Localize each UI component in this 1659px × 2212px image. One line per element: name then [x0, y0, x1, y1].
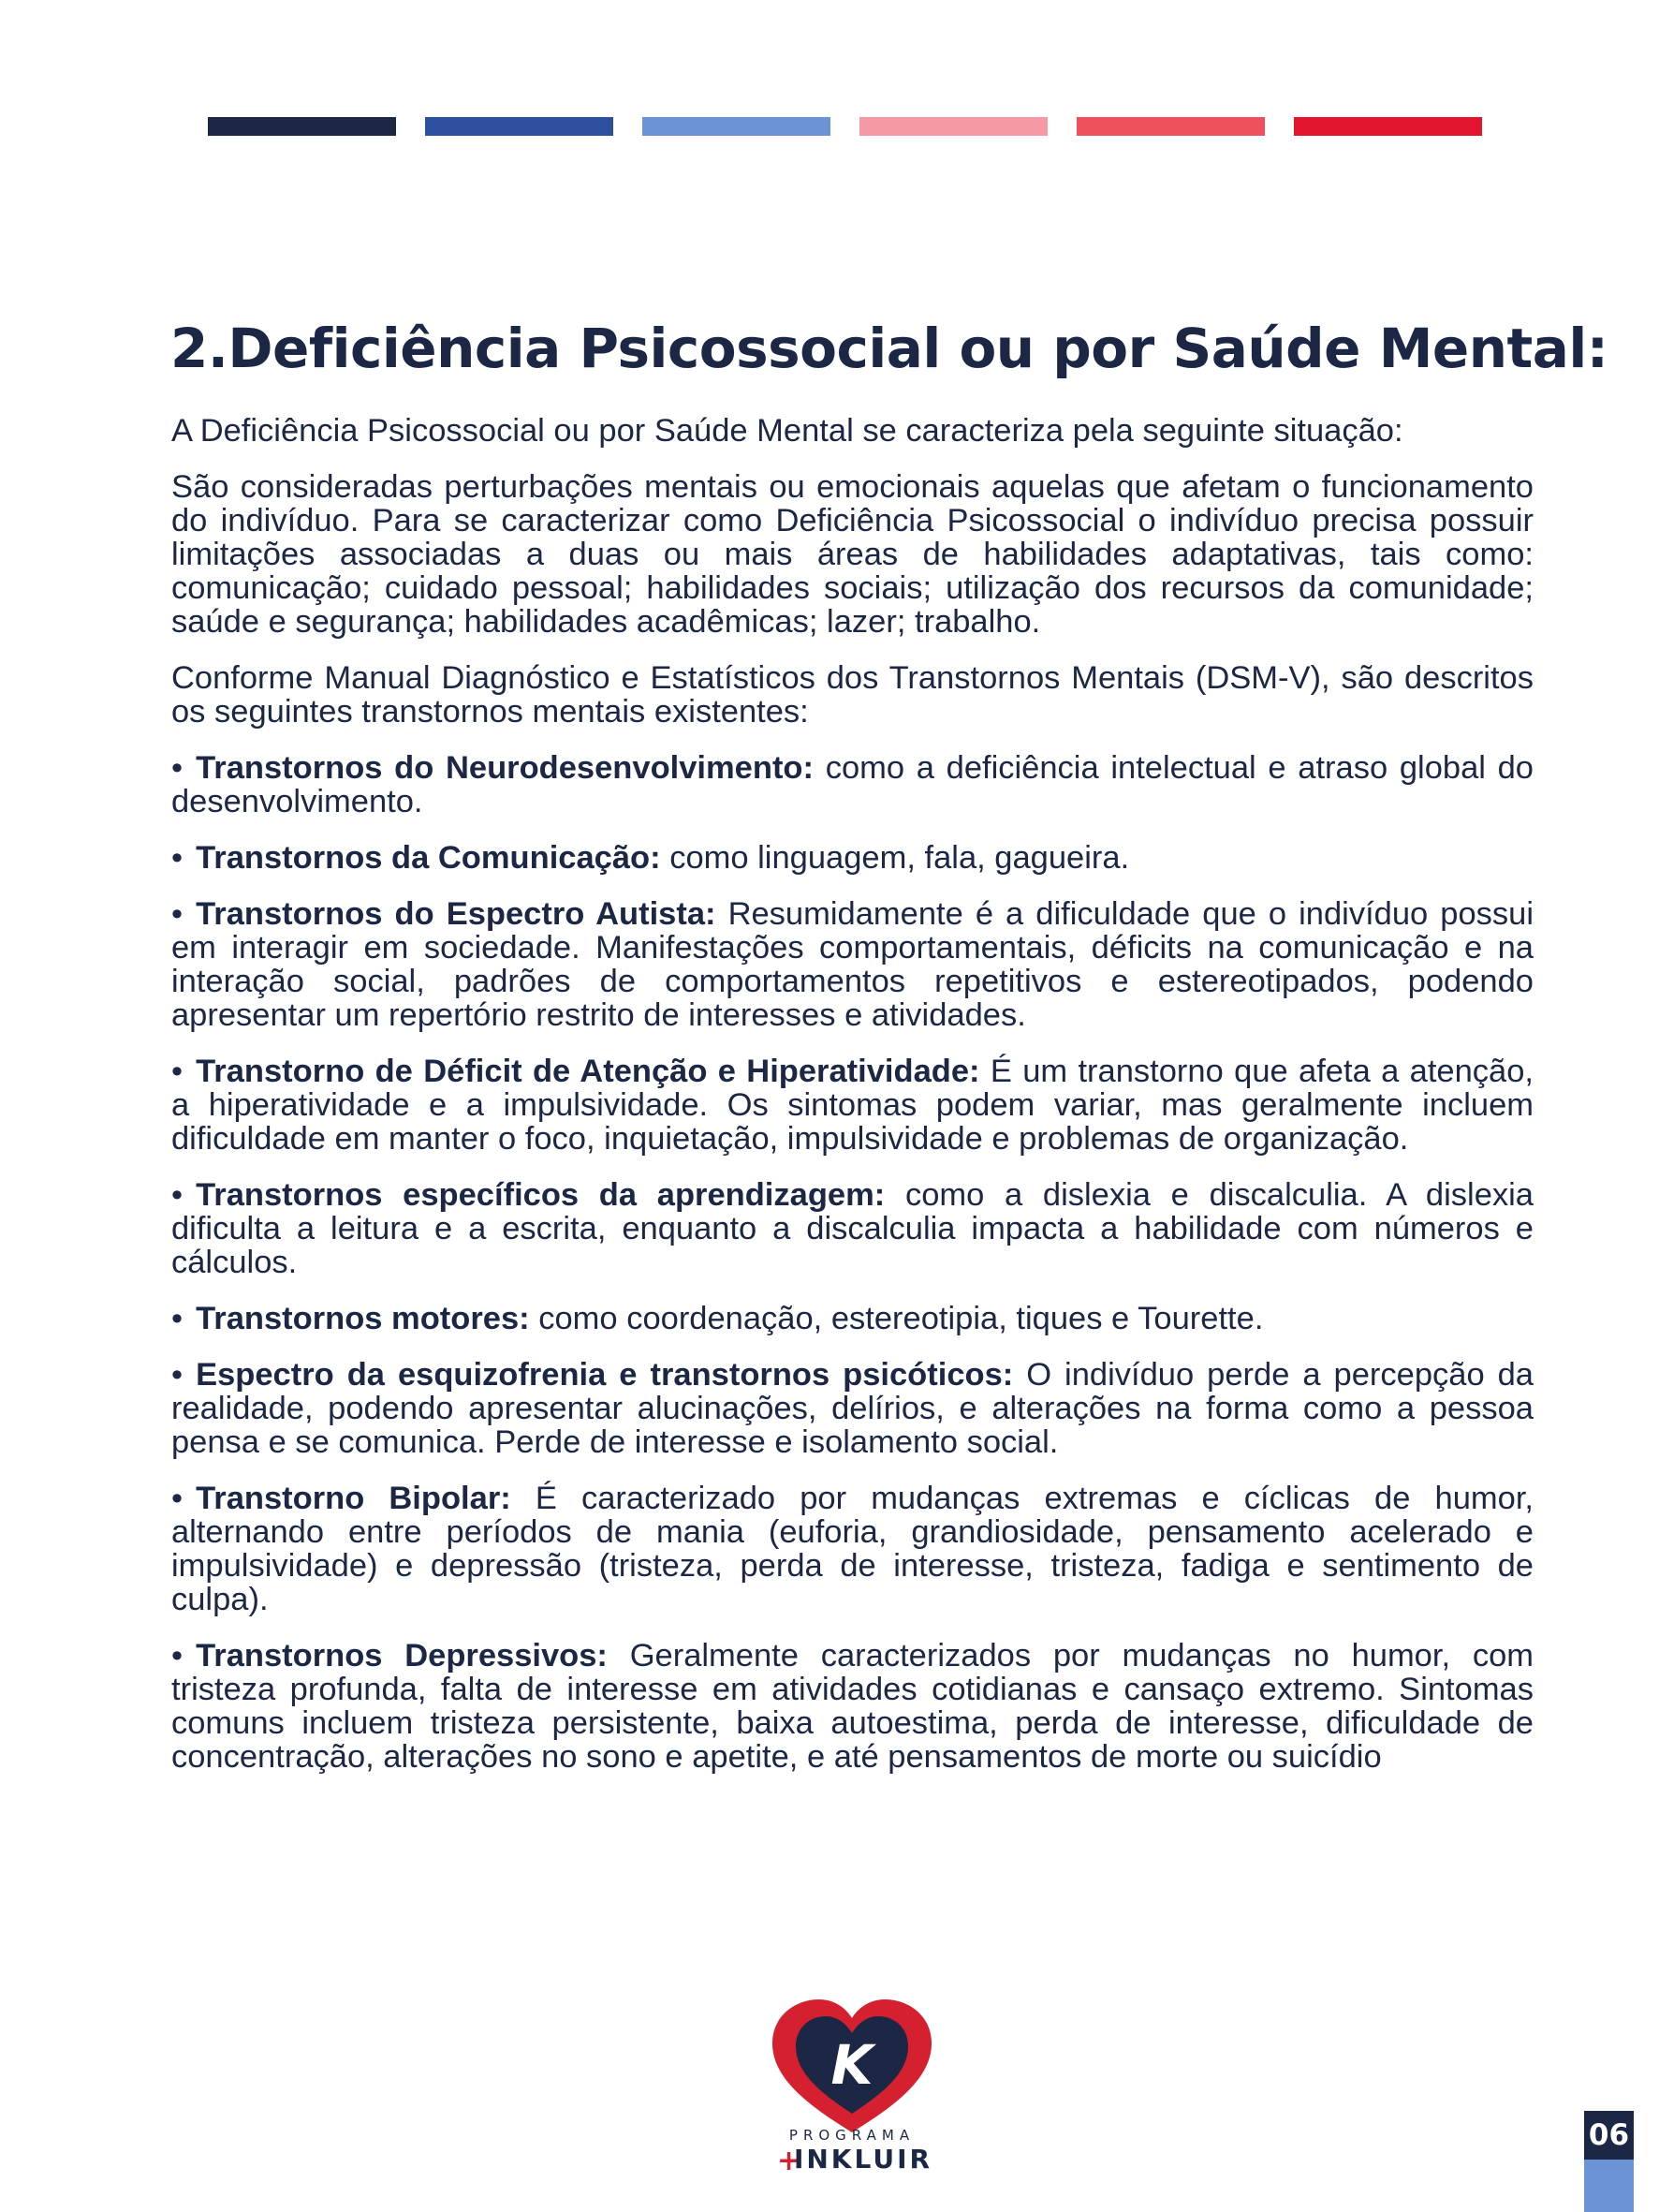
section-title: [170, 317, 1608, 380]
bullet-term: Transtorno Bipolar:: [196, 1481, 511, 1516]
logo-line1: PROGRAMA: [788, 2127, 916, 2144]
logo-plus-icon: +: [777, 2145, 801, 2174]
heart-logo-icon: [758, 1992, 946, 2174]
bullet-term: Espectro da esquizofrenia e transtornos psicóticos:: [196, 1357, 1014, 1393]
color-stripes: [208, 117, 1482, 136]
bullet-item: [171, 751, 1534, 818]
stripe-3: [642, 117, 830, 136]
stripe-2: [425, 117, 613, 136]
bullet-item: [171, 1302, 1534, 1335]
bullet-term: Transtornos específicos da aprendizagem:: [196, 1177, 886, 1213]
bullet-term: Transtornos da Comunicação:: [196, 840, 661, 876]
section-number: 2.: [170, 317, 228, 380]
bullet-item: [171, 1358, 1534, 1459]
definition-paragraph: São consideradas perturbações mentais ou emocionais aquelas que afetam o funcionamento do indivíduo. Para se caracterizar como Deficiência Psicossocial o indivíduo precisa possuir limitações associadas a duas ou mais áreas de habilidades adaptativas, tais como: comunicação; cuidado pessoal; habilidades sociais; utilização dos recursos da comunidade; saúde e segurança; habilidades acadêmicas; lazer; trabalho.: [171, 469, 1534, 640]
bullet-text: como linguagem, fala, gagueira.: [660, 840, 1130, 876]
logo-mark: K: [830, 2033, 874, 2097]
bullet-term: Transtornos do Neurodesenvolvimento:: [196, 750, 814, 786]
bullet-text: Geralmente caracterizados por mudanças no humor, com tristeza profunda, falta de interesse em atividades cotidianas e cansaço extremo. Sintomas comuns incluem tristeza persistente, baixa autoestima, perda de interesse, dificuldade de concentração, alterações no sono e apetite, e até pensamentos de morte ou suicídio: [171, 1638, 1534, 1775]
bullet-text: Resumidamente é a dificuldade que o indivíduo possui em interagir em sociedade. Manifestações comportamentais, déficits na comunicação e na interação social, padrões de comportamentos repetitivos e estereotipados, podendo apresentar um repertório restrito de interesses e atividades.: [171, 896, 1534, 1033]
bullet-symbol: •: [171, 750, 184, 786]
bullet-text: como a deficiência intelectual e atraso global do desenvolvimento.: [171, 750, 1534, 819]
bullet-symbol: •: [171, 896, 184, 932]
programa-inkluir-logo: [758, 1992, 946, 2174]
bullet-symbol: •: [171, 1638, 184, 1674]
logo-line2: INKLUIR: [793, 2144, 933, 2174]
stripe-1: [208, 117, 396, 136]
bullet-symbol: •: [171, 1301, 184, 1336]
bullet-symbol: •: [171, 840, 184, 876]
bullet-item: [171, 841, 1534, 875]
stripe-6: [1294, 117, 1482, 136]
dsm-paragraph: Conforme Manual Diagnóstico e Estatísticos dos Transtornos Mentais (DSM-V), são descritos os seguintes transtornos mentais existentes:: [171, 660, 1534, 730]
bullet-term: Transtorno de Déficit de Atenção e Hiperatividade:: [196, 1054, 980, 1089]
bullet-symbol: •: [171, 1481, 184, 1516]
stripe-4: [859, 117, 1048, 136]
bullet-term: Transtornos motores:: [196, 1301, 530, 1336]
bullet-item: [171, 1178, 1534, 1279]
page-number: 06: [1584, 2111, 1634, 2160]
bullet-term: Transtornos do Espectro Autista:: [196, 896, 716, 932]
bullet-item: [171, 1054, 1534, 1156]
bullet-item: [171, 897, 1534, 1032]
bullet-symbol: •: [171, 1357, 184, 1393]
page-tab-accent: [1584, 2160, 1634, 2212]
bullet-text: como coordenação, estereotipia, tiques e Tourette.: [529, 1301, 1264, 1336]
bullet-symbol: •: [171, 1054, 184, 1089]
bullet-term: Transtornos Depressivos:: [196, 1638, 608, 1674]
stripe-5: [1077, 117, 1265, 136]
bullet-item: [171, 1639, 1534, 1774]
section-title-text: Deficiência Psicossocial ou por Saúde Mental:: [228, 317, 1608, 380]
bullet-text: como a dislexia e discalculia. A dislexia dificulta a leitura e a escrita, enquanto a discalculia impacta a habilidade com números e cálculos.: [171, 1177, 1534, 1280]
bullet-text: É caracterizado por mudanças extremas e cíclicas de humor, alternando entre períodos de mania (euforia, grandiosidade, pensamento acelerado e impulsividade) e depressão (tristeza, perda de interesse, tristeza, fadiga e sentimento de culpa).: [171, 1481, 1534, 1617]
body-content: [171, 414, 1534, 1796]
bullet-item: [171, 1482, 1534, 1616]
bullet-text: O indivíduo perde a percepção da realidade, podendo apresentar alucinações, delírios, e alterações na forma como a pessoa pensa e se comunica. Perde de interesse e isolamento social.: [171, 1357, 1534, 1460]
bullet-symbol: •: [171, 1177, 184, 1213]
intro-paragraph: A Deficiência Psicossocial ou por Saúde Mental se caracteriza pela seguinte situação:: [171, 413, 1403, 449]
bullet-text: É um transtorno que afeta a atenção, a hiperatividade e a impulsividade. Os sintomas podem variar, mas geralmente incluem dificuldade em manter o foco, inquietação, impulsividade e problemas de organização.: [171, 1054, 1534, 1157]
